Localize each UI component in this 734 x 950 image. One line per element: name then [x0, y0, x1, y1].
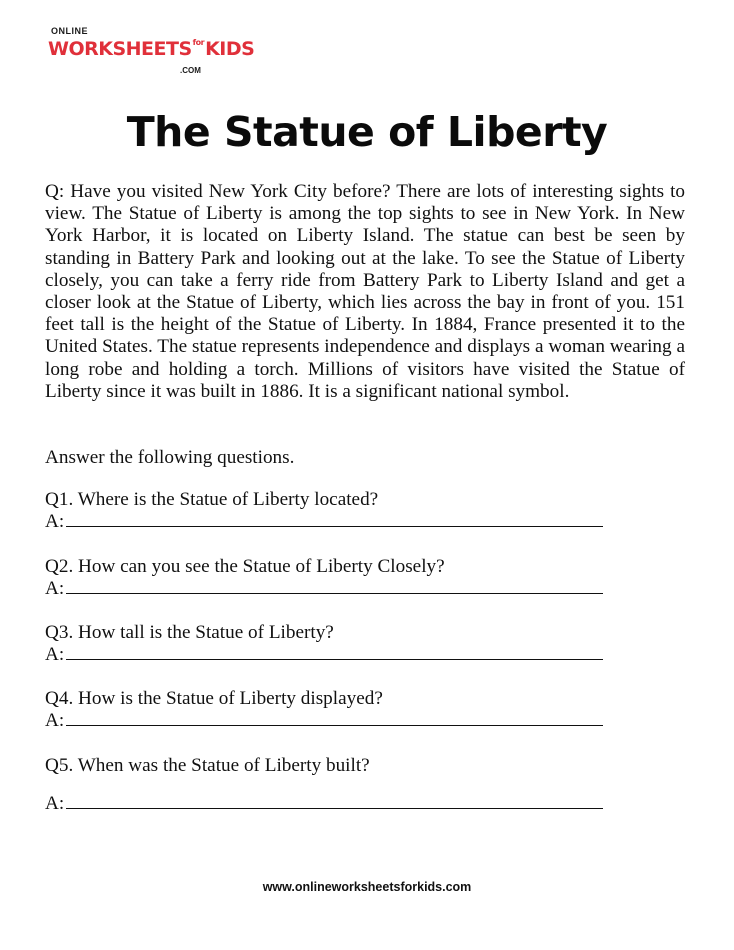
page-title: The Statue of Liberty	[126, 108, 608, 156]
question-block-5	[45, 755, 645, 815]
logo-online-text: ONLINE	[51, 26, 89, 36]
answer-5-line[interactable]	[66, 807, 603, 809]
answer-5-label: A:	[45, 793, 65, 814]
answer-2-line[interactable]	[66, 592, 603, 594]
answer-2-label: A:	[45, 578, 65, 599]
answer-4-label: A:	[45, 710, 65, 731]
question-5-text: Q5. When was the Statue of Liberty built?	[45, 755, 370, 776]
logo-brand-text	[48, 38, 254, 60]
answer-4-line[interactable]	[66, 724, 603, 726]
reading-passage: Q: Have you visited New York City before? There are lots of interesting sights to view. The Statue of Liberty is among the top sights to see in New York. In New York Harbor, it is located on Liberty Island. The statue can best be seen by standing in Battery Park and looking out at the lake. To see the Statue of Liberty closely, you can take a ferry ride from Battery Park to Liberty Island and get a closer look at the Statue of Liberty, which lies across the bay in front of you. 151 feet tall is the height of the Statue of Liberty. In 1884, France presented it to the United States. The statue represents independence and displays a woman wearing a long robe and holding a torch. Millions of visitors have visited the Statue of Liberty since it was built in 1886. It is a significant national symbol.	[45, 181, 685, 402]
answer-2-row	[45, 578, 645, 600]
answer-1-row	[45, 511, 645, 533]
answer-3-line[interactable]	[66, 658, 603, 660]
logo-com-text: .COM	[180, 66, 201, 75]
answer-4-row	[45, 710, 645, 732]
footer-url: www.onlineworksheetsforkids.com	[262, 880, 472, 894]
question-4-text: Q4. How is the Statue of Liberty displayed?	[45, 688, 383, 709]
question-block-2	[45, 556, 645, 600]
answer-5-row	[45, 793, 645, 815]
answer-3-label: A:	[45, 644, 65, 665]
question-1-text: Q1. Where is the Statue of Liberty located?	[45, 489, 379, 510]
logo-brand-kids: KIDS	[205, 38, 255, 60]
answer-1-line[interactable]	[66, 525, 603, 527]
question-block-3	[45, 622, 645, 666]
site-logo	[48, 24, 255, 84]
logo-brand-worksheets: WORKSHEETS	[48, 38, 192, 60]
answer-3-row	[45, 644, 645, 666]
question-block-4	[45, 688, 645, 732]
logo-brand-for: for	[192, 38, 205, 47]
question-block-1	[45, 489, 645, 533]
instructions: Answer the following questions.	[45, 447, 295, 468]
question-2-text: Q2. How can you see the Statue of Liberty Closely?	[45, 556, 445, 577]
question-3-text: Q3. How tall is the Statue of Liberty?	[45, 622, 334, 643]
answer-1-label: A:	[45, 511, 65, 532]
